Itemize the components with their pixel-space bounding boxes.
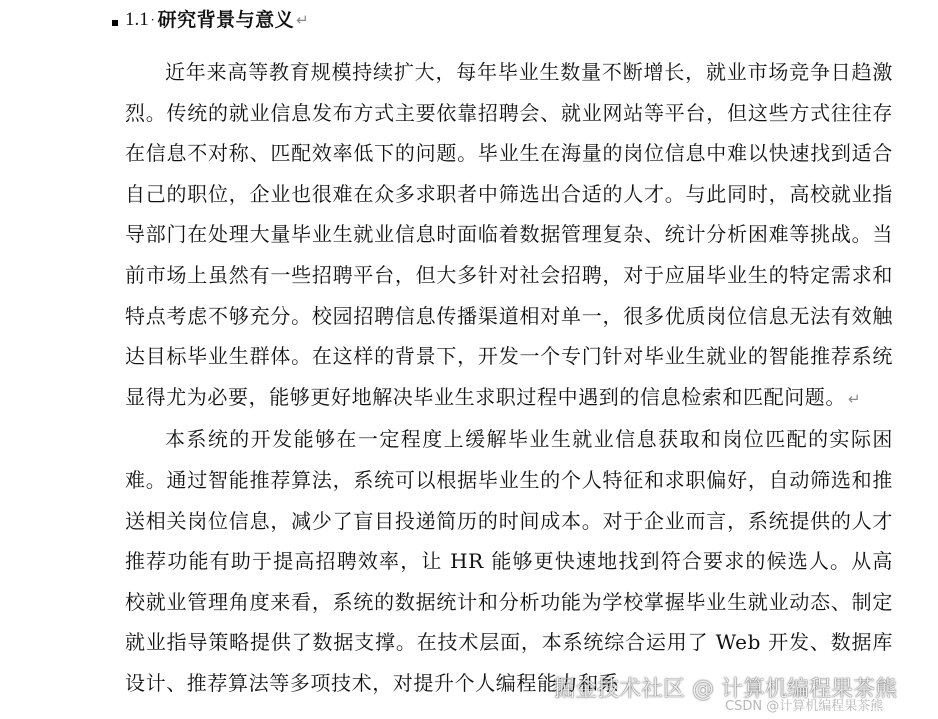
paragraph-2-text: 本系统的开发能够在一定程度上缓解毕业生就业信息获取和岗位匹配的实际困难。通过智能推荐算法，系统可以根据毕业生的个人特征和求职偏好，自动筛选和推送相关岗位信息，减少了盲目投递简历的时间成本。对于企业而言，系统提供的人才推荐功能有助于提高招聘效率，让 HR 能够更快速地找到符合要求的候选人。从高校就业管理角度来看，系统的数据统计和分析功能为学校掌握毕业生就业动态、制定就业指导策略提供了数据支撑。在技术层面，本系统综合运用了 Web 开发、数据库设计、推荐算法等多项技术，对提升个人编程能力和系 (125, 427, 893, 695)
section-separator: · (150, 13, 155, 27)
paragraph-mark-icon: ↵ (848, 389, 862, 408)
heading-bullet-icon (112, 20, 118, 26)
paragraph-2 (125, 419, 893, 705)
paragraph-1-text: 近年来高等教育规模持续扩大，每年毕业生数量不断增长，就业市场竞争日趋激烈。传统的就业信息发布方式主要依靠招聘会、就业网站等平台，但这些方式往往存在信息不对称、匹配效率低下的问题。毕业生在海量的岗位信息中难以快速找到适合自己的职位，企业也很难在众多求职者中筛选出合适的人才。与此同时，高校就业指导部门在处理大量毕业生就业信息时面临着数据管理复杂、统计分析困难等挑战。当前市场上虽然有一些招聘平台，但大多针对社会招聘，对于应届毕业生的特定需求和特点考虑不够充分。校园招聘信息传播渠道相对单一，很多优质岗位信息无法有效触达目标毕业生群体。在这样的背景下，开发一个专门针对毕业生就业的智能推荐系统显得尤为必要，能够更好地解决毕业生求职过程中遇到的信息检索和匹配问题。 (125, 60, 893, 409)
paragraph-1 (125, 52, 893, 419)
body-text (125, 52, 893, 706)
section-heading (112, 6, 309, 34)
paragraph-mark-icon: ↵ (296, 11, 309, 29)
watermark-juejin: 掘金技术社区 @ 计算机编程果茶熊 (553, 677, 897, 702)
section-number: 1.1 (125, 9, 149, 30)
watermark-csdn: CSDN @计算机编程果茶熊 (725, 699, 884, 714)
section-title: 研究背景与意义 (157, 9, 295, 31)
